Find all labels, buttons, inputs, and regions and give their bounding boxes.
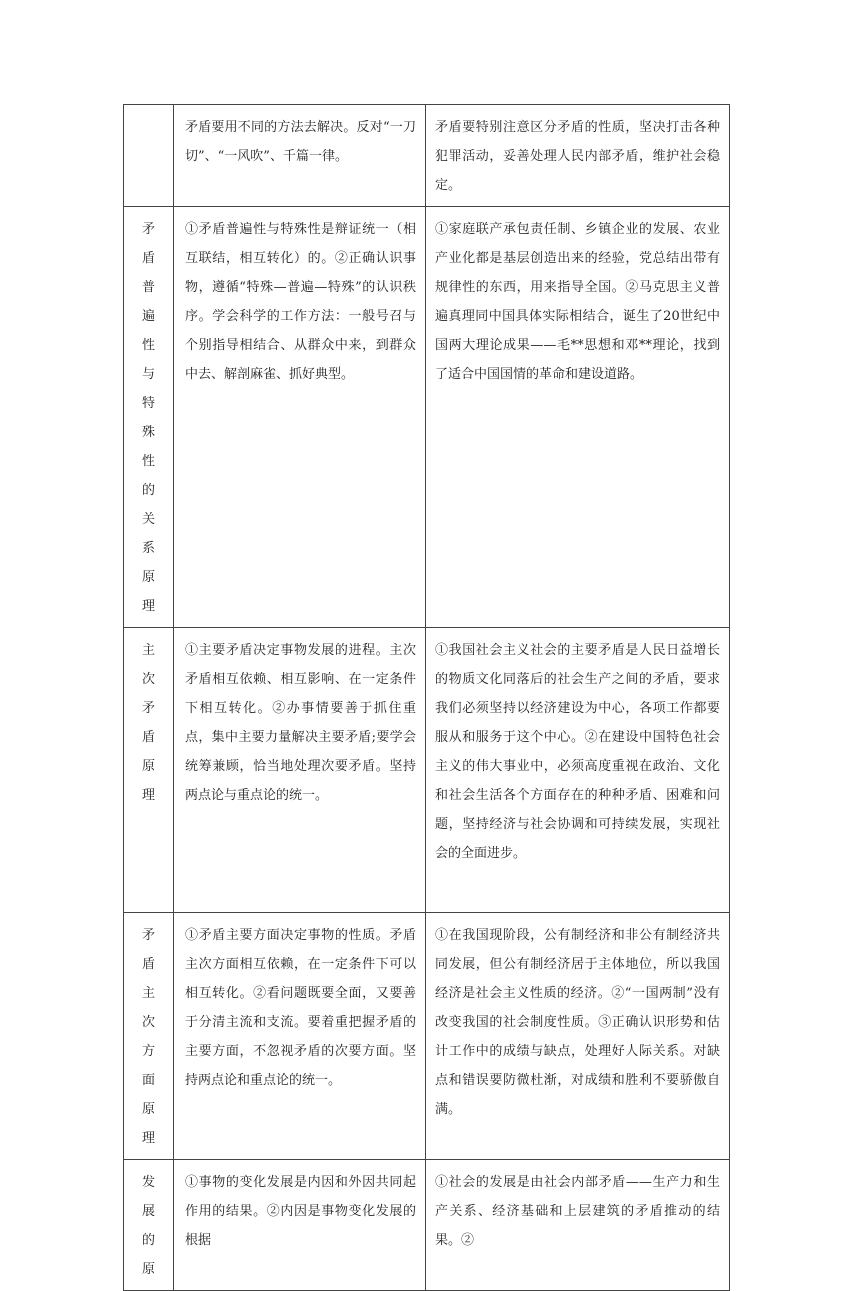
principle-name-cell [124, 913, 174, 1160]
principle-content: ①事物的变化发展是内因和外因共同起作用的结果。②内因是事物变化发展的根据 [185, 1175, 416, 1248]
principle-name: 发展的原 [141, 1175, 155, 1277]
table-row [124, 628, 730, 913]
principle-content: ①主要矛盾决定事物发展的进程。主次矛盾相互依赖、相互影响、在一定条件下相互转化。②办事情要善于抓住重点，集中主要力量解决主要矛盾;要学会统筹兼顾，恰当地处理次要矛盾。坚持两点论与重点论的统一。 [185, 643, 416, 803]
principle-name-cell [124, 1160, 174, 1291]
application-content-cell [426, 628, 730, 913]
table-row [124, 1160, 730, 1291]
principle-name: 主次矛盾原理 [141, 643, 155, 803]
application-content: ①社会的发展是由社会内部矛盾——生产力和生产关系、经济基础和上层建筑的矛盾推动的结果。② [435, 1175, 720, 1248]
application-content-cell [426, 207, 730, 628]
table-row [124, 913, 730, 1160]
principle-content-cell [174, 913, 426, 1160]
application-content-cell [426, 1160, 730, 1291]
principle-name [138, 105, 159, 119]
principle-content: 矛盾要用不同的方法去解决。反对“一刀切”、“一风吹”、千篇一律。 [185, 120, 416, 164]
application-content: ①在我国现阶段，公有制经济和非公有制经济共同发展，但公有制经济居于主体地位，所以我国经济是社会主义性质的经济。②“一国两制”没有改变我国的社会制度性质。③正确认识形势和估计工作中的成绩与缺点，处理好人际关系。对缺点和错误要防微杜渐，对成绩和胜利不要骄傲自满。 [435, 928, 720, 1117]
application-content-cell [426, 913, 730, 1160]
principle-content: ①矛盾主要方面决定事物的性质。矛盾主次方面相互依赖，在一定条件下可以相互转化。②看问题既要全面，又要善于分清主流和支流。要着重把握矛盾的主要方面，不忽视矛盾的次要方面。坚持两点论和重点论的统一。 [185, 928, 416, 1088]
principle-name: 矛盾主次方面原理 [141, 928, 155, 1146]
principles-table [123, 104, 730, 1291]
application-content: 矛盾要特别注意区分矛盾的性质，坚决打击各种犯罪活动，妥善处理人民内部矛盾，维护社会稳定。 [435, 120, 720, 193]
application-content: ①家庭联产承包责任制、乡镇企业的发展、农业产业化都是基层创造出来的经验，党总结出带有规律性的东西，用来指导全国。②马克思主义普遍真理同中国具体实际相结合，诞生了20世纪中国两大理论成果——毛**思想和邓**理论，找到了适合中国国情的革命和建设道路。 [435, 222, 720, 382]
principle-name-cell [124, 628, 174, 913]
table-row [124, 105, 730, 207]
principle-content-cell [174, 628, 426, 913]
principle-content-cell [174, 105, 426, 207]
principle-content-cell [174, 1160, 426, 1291]
principle-content: ①矛盾普遍性与特殊性是辩证统一（相互联结，相互转化）的。②正确认识事物，遵循“特殊—普遍—特殊”的认识秩序。学会科学的工作方法：一般号召与个别指导相结合、从群众中来，到群众中去、解剖麻雀、抓好典型。 [185, 222, 416, 382]
principle-content-cell [174, 207, 426, 628]
principle-name-cell [124, 105, 174, 207]
application-content: ①我国社会主义社会的主要矛盾是人民日益增长的物质文化同落后的社会生产之间的矛盾，要求我们必须坚持以经济建设为中心，各项工作都要服从和服务于这个中心。②在建设中国特色社会主义的伟大事业中，必须高度重视在政治、文化和社会生活各个方面存在的种种矛盾、困难和问题，坚持经济与社会协调和可持续发展，实现社会的全面进步。 [435, 643, 720, 861]
table-row [124, 207, 730, 628]
principle-name: 矛盾普遍性与特殊性的关系原理 [141, 222, 155, 614]
principle-name-cell [124, 207, 174, 628]
application-content-cell [426, 105, 730, 207]
